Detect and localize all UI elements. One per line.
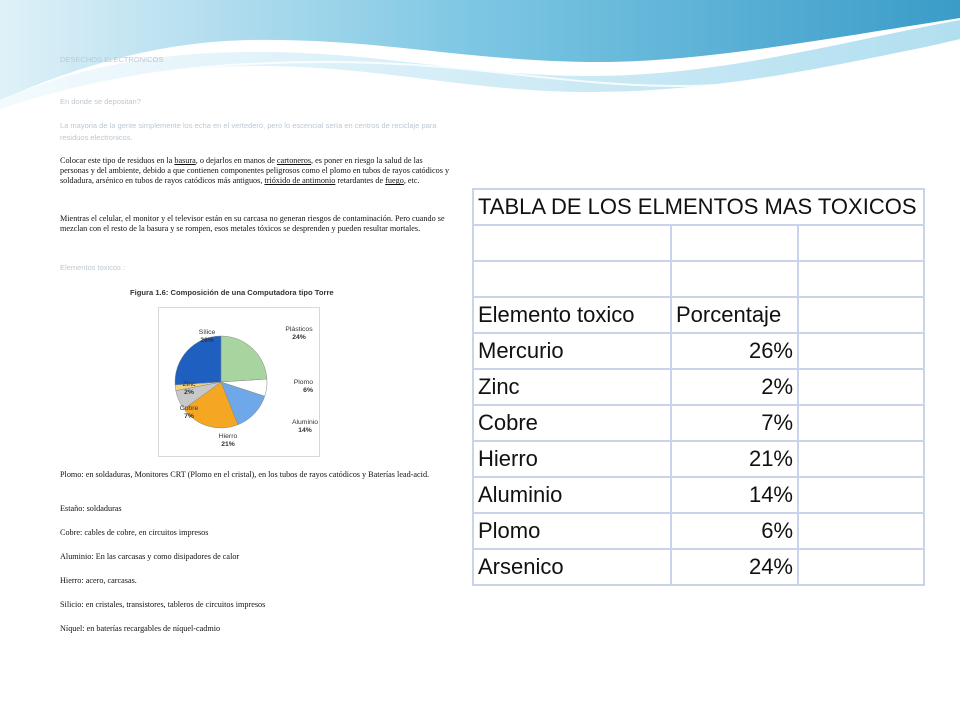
- note-plomo: Plomo: en soldaduras, Monitores CRT (Plomo en el cristal), en los tubos de rayos catódicos y Baterías lead-acid.: [60, 470, 430, 479]
- pie-label: Sílice: [198, 329, 216, 336]
- element-name: Arsenico: [473, 549, 671, 585]
- pie-chart: [159, 308, 319, 456]
- pie-label: Aluminio: [291, 419, 319, 426]
- element-percentage: 7%: [671, 405, 798, 441]
- pie-percentage-label: 7%: [184, 413, 194, 420]
- note-cobre: Cobre: cables de cobre, en circuitos impresos: [60, 528, 209, 537]
- link-fuego[interactable]: fuego: [385, 176, 404, 186]
- element-percentage: 21%: [671, 441, 798, 477]
- note-hierro: Hierro: acero, carcasas.: [60, 576, 137, 585]
- element-percentage: 6%: [671, 513, 798, 549]
- table-row: [473, 549, 924, 585]
- table-row: [473, 513, 924, 549]
- link-antimonio[interactable]: trióxido de antimonio: [264, 176, 336, 186]
- elements-label: Elementos toxicos :: [60, 263, 126, 272]
- pie-slice-sílice: [175, 336, 221, 385]
- figure-caption: Figura 1.6: Composición de una Computadora tipo Torre: [130, 288, 334, 297]
- table-empty-row: [473, 261, 924, 297]
- question-text: En donde se depositan?: [60, 97, 141, 106]
- pie-slice-plásticos: [221, 336, 267, 382]
- paragraph-residuos: Colocar este tipo de residuos en la basura, o dejarlos en manos de cartoneros, es poner en riesgo la salud de las personas y del ambiente, debido a que contienen componentes peligrosos como el plomo en tubos de rayos catódicos y soldadura, arsénico en tubos de rayos catódicos más antiguos, trióxido de antimonio retardantes de fuego, etc.: [60, 156, 450, 186]
- pie-percentage-label: 2%: [184, 389, 194, 396]
- note-aluminio: Aluminio: En las carcasas y como disipadores de calor: [60, 552, 240, 561]
- table-row: [473, 369, 924, 405]
- element-name: Zinc: [473, 369, 671, 405]
- element-name: Mercurio: [473, 333, 671, 369]
- element-percentage: 26%: [671, 333, 798, 369]
- pie-percentage-label: 6%: [303, 387, 313, 394]
- header-percentage: Porcentaje: [671, 297, 798, 333]
- table-row: [473, 441, 924, 477]
- document-heading: DESECHOS ELECTRONICOS: [60, 55, 164, 64]
- table-row: [473, 477, 924, 513]
- table-empty-row: [473, 225, 924, 261]
- table-row: [473, 333, 924, 369]
- element-name: Cobre: [473, 405, 671, 441]
- pie-percentage-label: 24%: [292, 334, 306, 341]
- pie-percentage-label: 26%: [200, 337, 214, 344]
- table-row: [473, 405, 924, 441]
- note-silicio: Silicio: en cristales, transistores, tableros de circuitos impresos: [60, 600, 266, 609]
- intro-text: La mayoria de la gente simplemente los echa en el vertedero, pero lo escencial sería en centros de reciclaje para residuos electronicos.: [60, 121, 437, 142]
- pie-label: Hierro: [218, 433, 238, 440]
- pie-percentage-label: 21%: [221, 441, 235, 448]
- link-cartoneros[interactable]: cartoneros: [276, 156, 312, 165]
- note-estano: Estaño: soldaduras: [60, 504, 122, 513]
- table-header-row: [473, 297, 924, 333]
- toxic-elements-table: [472, 188, 925, 586]
- table-title: TABLA DE LOS ELMENTOS MAS TOXICOS: [473, 189, 924, 225]
- pie-label: Cobre: [179, 405, 199, 412]
- element-name: Aluminio: [473, 477, 671, 513]
- header-element: Elemento toxico: [473, 297, 671, 333]
- paragraph-contaminacion: Mientras el celular, el monitor y el televisor están en su carcasa no generan riesgos de contaminación. Pero cuando se mezclan con el resto de la basura y se rompen, esos metales tóxicos se desprenden y pueden resultar mortales.: [60, 214, 445, 234]
- element-percentage: 2%: [671, 369, 798, 405]
- pie-label: Plásticos: [285, 326, 313, 333]
- pie-chart-figure: [158, 307, 320, 457]
- element-percentage: 24%: [671, 549, 798, 585]
- link-basura[interactable]: basura: [174, 156, 196, 165]
- note-niquel: Níquel: en baterías recargables de níquel-cadmio: [60, 624, 221, 633]
- pie-label: Zinc: [182, 381, 196, 388]
- element-percentage: 14%: [671, 477, 798, 513]
- element-name: Plomo: [473, 513, 671, 549]
- element-name: Hierro: [473, 441, 671, 477]
- pie-label: Plomo: [293, 379, 313, 386]
- table-title-row: [473, 189, 924, 225]
- pie-percentage-label: 14%: [298, 427, 312, 434]
